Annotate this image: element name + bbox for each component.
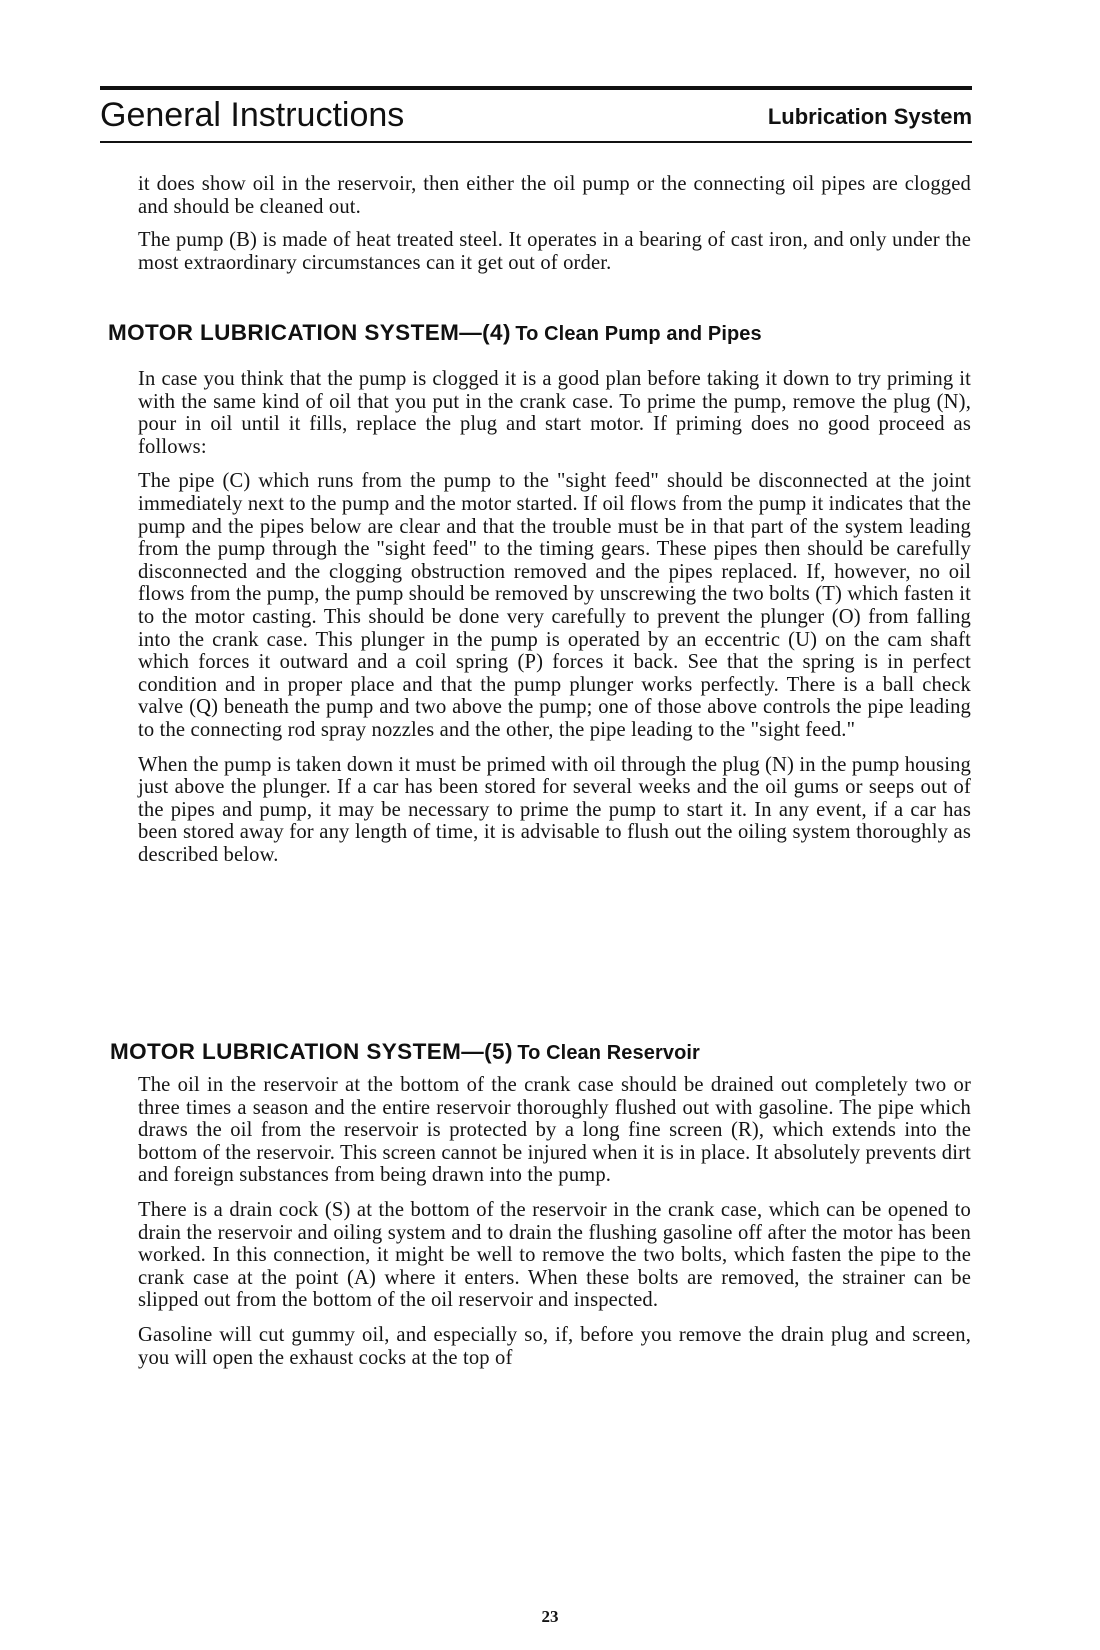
page-number: 23	[541, 1607, 559, 1626]
paragraph: it does show oil in the reservoir, then either the oil pump or the connecting oil pipes are clogged and should be cleaned out.	[138, 173, 971, 218]
paragraph: Gasoline will cut gummy oil, and especially so, if, before you remove the drain plug and screen, you will open the exhaust cocks at the top of	[138, 1323, 971, 1369]
section-heading-4	[108, 320, 762, 346]
intro-text-block	[138, 173, 971, 274]
paragraph: The pipe (C) which runs from the pump to the "sight feed" should be disconnected at the joint immediately next to the pump and the motor started. If oil flows from the pump it indicates that the pump and the pipes below are clear and that the trouble must be in that part of the system leading from the pump through the "sight feed" to the timing gears. These pipes then should be carefully disconnected and the clogging obstruction removed and the pipes replaced. If, however, no oil flows from the pump, the pump should be removed by unscrewing the two bolts (T) which fasten it to the motor casting. This should be done very carefully to prevent the plunger (O) from falling into the crank case. This plunger in the pump is operated by an eccentric (U) on the cam shaft which forces it outward and a coil spring (P) forces it back. See that the spring is in perfect condition and in proper place and that the pump plunger works perfectly. There is a ball check valve (Q) beneath the pump and two above the pump; one of those above controls the pipe leading to the connecting rod spray nozzles and the other, the pipe leading to the "sight feed."	[138, 470, 971, 741]
paragraph: In case you think that the pump is clogged it is a good plan before taking it down to try priming it with the same kind of oil that you put in the crank case. To prime the pump, remove the plug (N), pour in oil until it fills, replace the plug and start motor. If priming does no good proceed as follows:	[138, 368, 971, 458]
paragraph: There is a drain cock (S) at the bottom of the reservoir in the crank case, which can be opened to drain the reservoir and oiling system and to drain the flushing gasoline off after the motor has been worked. In this connection, it might be well to remove the two bolts, which fasten the pipe to the crank case at the point (A) where it enters. When these bolts are removed, the strainer can be slipped out from the bottom of the oil reservoir and inspected.	[138, 1198, 971, 1312]
section-4-text-block	[138, 368, 971, 866]
paragraph: When the pump is taken down it must be primed with oil through the plug (N) in the pump housing just above the plunger. If a car has been stored for several weeks and the oil gums or seeps out of the pipes and pump, it may be necessary to prime the pump to start it. In any event, if a car has been stored away for any length of time, it is advisable to flush out the oiling system thoroughly as described below.	[138, 753, 971, 866]
section-heading-5	[110, 1039, 700, 1065]
paragraph: The pump (B) is made of heat treated steel. It operates in a bearing of cast iron, and only under the most extraordinary circumstances can it get out of order.	[138, 229, 971, 274]
header-bottom-rule	[100, 141, 972, 143]
section-title: MOTOR LUBRICATION SYSTEM—(5)	[110, 1039, 513, 1064]
paragraph: The oil in the reservoir at the bottom of the crank case should be drained out completely two or three times a season and the entire reservoir thoroughly flushed out with gasoline. The pipe which draws the oil from the reservoir is protected by a long fine screen (R), which extends into the bottom of the reservoir. This screen cannot be injured when it is in place. It absolutely prevents dirt and foreign substances from being drawn into the pump.	[138, 1074, 971, 1187]
running-header-title: General Instructions	[100, 96, 405, 134]
section-subtitle: To Clean Reservoir	[517, 1042, 700, 1064]
header-top-rule	[100, 86, 972, 90]
section-5-text-block	[138, 1074, 971, 1369]
section-title: MOTOR LUBRICATION SYSTEM—(4)	[108, 320, 511, 345]
section-subtitle: To Clean Pump and Pipes	[515, 323, 762, 345]
running-header-section: Lubrication System	[767, 104, 972, 129]
